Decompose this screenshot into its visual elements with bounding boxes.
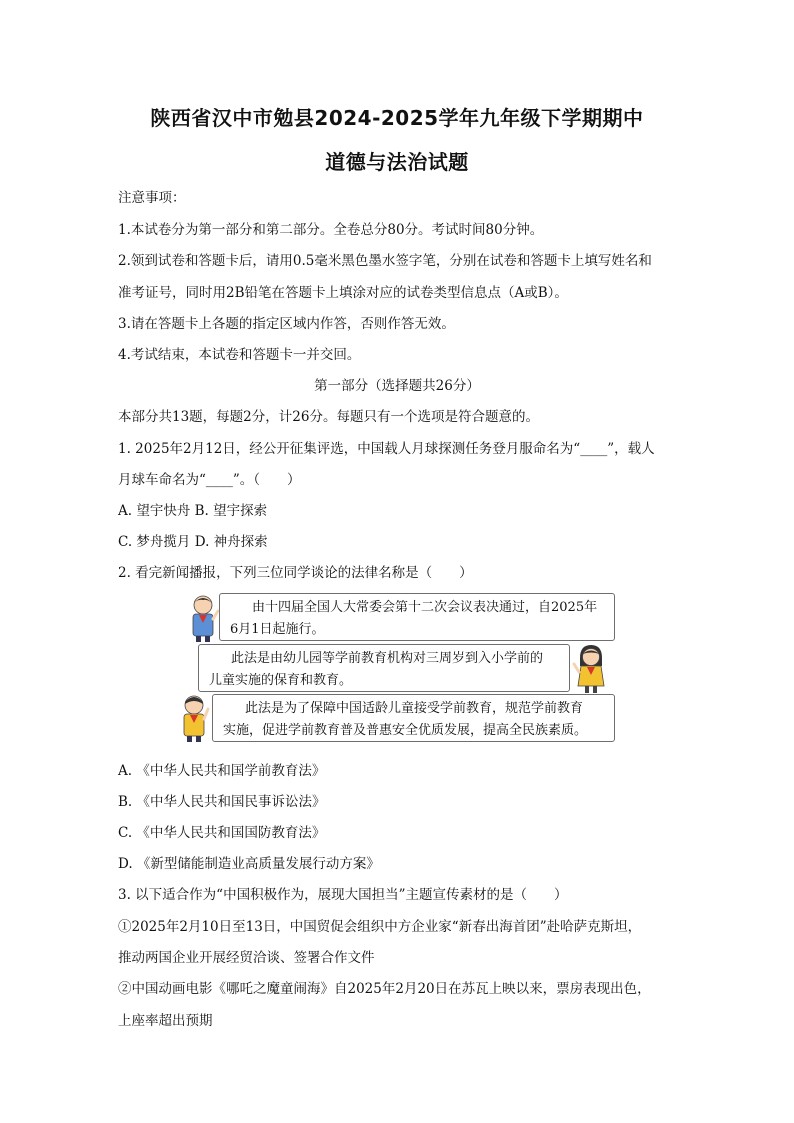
notice-item-1: 1.本试卷分为第一部分和第二部分。全卷总分80分。考试时间80分钟。 — [118, 222, 544, 238]
exam-title-line2: 道德与法治试题 — [325, 150, 469, 174]
q2-option-d: D. 《新型储能制造业高质量发展行动方案》 — [118, 856, 380, 872]
q1-options-line2: C. 梦舟揽月 D. 神舟探索 — [118, 534, 268, 550]
notice-heading: 注意事项： — [118, 190, 186, 206]
q3-stem: 3. 以下适合作为“中国积极作为，展现大国担当”主题宣传素材的是（ ） — [118, 887, 568, 903]
boy-student-2-icon — [176, 693, 212, 743]
notice-item-2-line2: 准考证号，同时用2B铅笔在答题卡上填涂对应的试卷类型信息点（A或B）。 — [118, 285, 568, 301]
q1-options-line1: A. 望宇快舟 B. 望宇探索 — [118, 503, 268, 519]
bubble-3-line2: 实施，促进学前教育普及普惠安全优质发展，提高全民族素质。 — [223, 723, 588, 738]
student-girl-figure — [572, 644, 610, 694]
notice-item-4: 4.考试结束，本试卷和答题卡一并交回。 — [118, 347, 361, 363]
q3-item2-line2: 上座率超出预期 — [118, 1013, 213, 1029]
exam-title-line1: 陕西省汉中市勉县2024-2025学年九年级下学期期中 — [150, 106, 644, 130]
bubble-1-line1: 由十四届全国人大常委会第十二次会议表决通过，自2025年 — [252, 600, 598, 615]
student-boy-figure — [185, 593, 221, 643]
q2-option-a: A. 《中华人民共和国学前教育法》 — [118, 763, 326, 779]
q2-stem: 2. 看完新闻播报，下列三位同学谈论的法律名称是（ ） — [118, 565, 473, 581]
girl-student-icon — [572, 644, 610, 694]
speech-bubble-3 — [212, 694, 615, 742]
q1-stem-line2: 月球车命名为“____”。（ ） — [118, 472, 301, 488]
bubble-2-line2: 儿童实施的保育和教育。 — [209, 673, 353, 688]
speech-bubble-2 — [198, 644, 570, 692]
q2-option-c: C. 《中华人民共和国国防教育法》 — [118, 825, 326, 841]
student-boy-2-figure — [176, 693, 212, 743]
q3-item2-line1: ②中国动画电影《哪吒之魔童闹海》自2025年2月20日在苏瓦上映以来，票房表现出色， — [118, 981, 651, 997]
q2-option-b: B. 《中华人民共和国民事诉讼法》 — [118, 794, 326, 810]
speech-bubble-1 — [219, 593, 615, 641]
bubble-2-line1: 此法是由幼儿园等学前教育机构对三周岁到入小学前的 — [231, 651, 544, 666]
q3-item1-line1: ①2025年2月10日至13日，中国贸促会组织中方企业家“新春出海首团”赴哈萨克斯坦， — [118, 919, 642, 935]
bubble-1-line2: 6月1日起施行。 — [230, 622, 325, 637]
bubble-3-line1: 此法是为了保障中国适龄儿童接受学前教育，规范学前教育 — [245, 701, 584, 716]
q3-item1-line2: 推动两国企业开展经贸洽谈、签署合作文件 — [118, 950, 375, 966]
part1-intro: 本部分共13题，每题2分，计26分。每题只有一个选项是符合题意的。 — [118, 409, 539, 425]
part1-heading: 第一部分（选择题共26分） — [314, 378, 480, 394]
q1-stem-line1: 1. 2025年2月12日，经公开征集评选，中国载人月球探测任务登月服命名为“____”，载人 — [118, 441, 655, 457]
notice-item-3: 3.请在答题卡上各题的指定区域内作答，否则作答无效。 — [118, 316, 455, 332]
notice-item-2-line1: 2.领到试卷和答题卡后，请用0.5毫米黑色墨水签字笔，分别在试卷和答题卡上填写姓名和 — [118, 253, 652, 269]
boy-student-icon — [185, 593, 221, 643]
